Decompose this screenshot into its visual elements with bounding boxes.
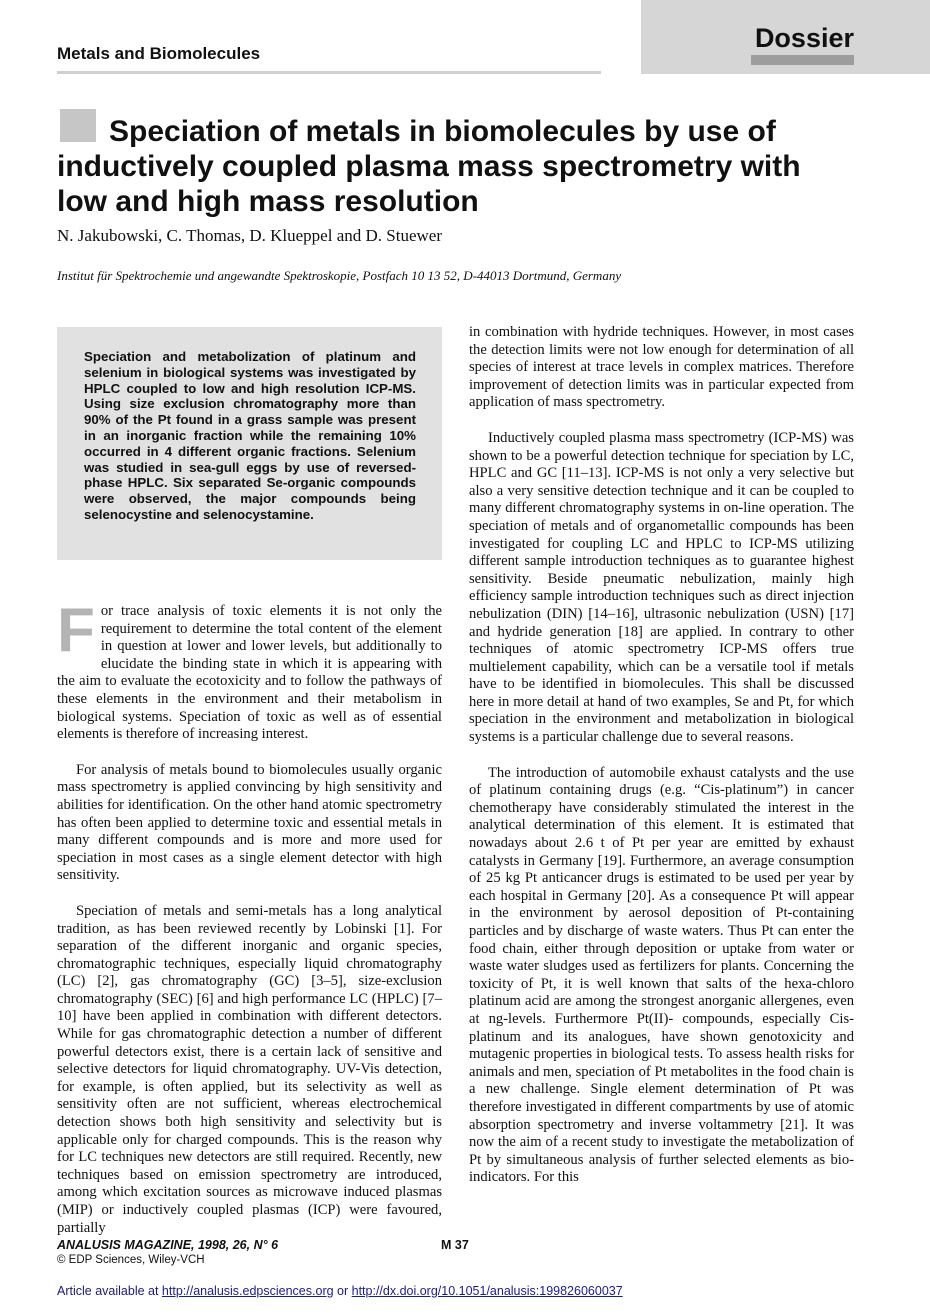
article-title-text: Speciation of metals in biomolecules by use of inductively coupled plasma mass spectrometry with low and high mass resolution xyxy=(57,115,801,218)
footer-copyright: © EDP Sciences, Wiley-VCH xyxy=(57,1254,205,1266)
link-connector: or xyxy=(333,1284,352,1298)
journal-link[interactable]: http://analusis.edpsciences.org xyxy=(161,1284,334,1298)
paragraph: Speciation of metals and semi-metals has a long analytical tradition, as has been reviewed recently by Lobinski [1]. For separation of the different inorganic and organic species, chromatographic techniques, especially liquid chromatography (LC) [2], gas chromatography (GC) [3–5], size-exclusion chromatography (SEC) [6] and high performance LC (HPLC) [7–10] have been applied in combination with different detectors. While for gas chromatographic detection a number of different powerful detectors exist, there is a certain lack of sensitive and selective detectors for liquid chromatography. UV-Vis detection, for example, is often applied, but its selectivity as well as sensitivity often are not sufficient, whereas electrochemical detection shows both high sensitivity and selectivity but is applicable only for charged compounds. This is the reason why for LC techniques new detectors are still required. Recently, new techniques based on emission spectrometry are introduced, among which excitation sources as microwave induced plasmas (MIP) or inductively coupled plasmas (ICP) were favoured, partially xyxy=(57,902,442,1236)
article-authors: N. Jakubowski, C. Thomas, D. Klueppel and D. Stuewer xyxy=(57,226,442,245)
article-affiliation: Institut für Spektrochemie und angewandte Spektroskopie, Postfach 10 13 52, D-44013 Dortmund, Germany xyxy=(57,268,622,283)
paragraph: in combination with hydride techniques. However, in most cases the detection limits were not low enough for determination of all species of interest at trace levels in complex matrices. Therefore improvement of detection limits was in particular expected from application of mass spectrometry. xyxy=(469,324,854,411)
dossier-bar xyxy=(751,55,854,65)
doi-link[interactable]: http://dx.doi.org/10.1051/analusis:199826060037 xyxy=(351,1284,623,1298)
drop-cap: F xyxy=(57,596,95,665)
paragraph: For analysis of metals bound to biomolecules usually organic mass spectrometry is applied convincing by high sensitivity and abilities for identification. On the other hand atomic spectrometry has often been applied to determine toxic and essential metals in many different compounds and is more and more used for speciation in most cases as a single element detector with high sensitivity. xyxy=(57,761,442,884)
paragraph: Inductively coupled plasma mass spectrometry (ICP-MS) was shown to be a powerful detection technique for speciation by LC, HPLC and GC [11–13]. ICP-MS is not only a very selective but also a very sensitive detection technique and it can be coupled to many different chromatography systems in on-line operation. The speciation of metals and of organometallic compounds has been investigated for coupling LC and HPLC to ICP-MS utilizing different sample introduction techniques as to guarantee highest sensitivity. Beside pneumatic nebulization, mainly high efficiency sample introduction techniques such as direct injection nebulization (DIN) [14–16], ultrasonic nebulization (USN) [17] and hydride generation [18] are applied. In contrary to other techniques of atomic spectrometry ICP-MS offers true multielement capability, which can be a versatile tool if metals have to be identified in biomolecules. This shall be discussed here in more detail at hand of two examples, Se and Pt, for which speciation in the environment and metabolization in biological systems is a particular challenge due to several reasons. xyxy=(469,429,854,746)
left-column xyxy=(57,596,442,1255)
section-label: Metals and Biomolecules xyxy=(57,44,261,63)
article-prefix: Article available at xyxy=(57,1284,162,1298)
right-column xyxy=(469,324,854,1205)
dossier-label: Dossier xyxy=(754,23,854,53)
paragraph-text: or trace analysis of toxic elements it is not only the requirement to determine the total content of the element in question at lower and lower levels, but additionally to elucidate the binding state in which it is appearing with the aim to evaluate the ecotoxicity and to follow the pathways of these elements in the environment and their metabolism in biological systems. Speciation of toxic as well as of essential elements is therefore of increasing interest. xyxy=(57,603,442,743)
page-number: M 37 xyxy=(441,1238,469,1252)
footer-article-link xyxy=(57,1284,623,1298)
article-title xyxy=(57,114,857,219)
header-rule xyxy=(57,71,601,74)
footer-journal: ANALUSIS MAGAZINE, 1998, 26, N° 6 xyxy=(57,1238,279,1252)
paragraph: The introduction of automobile exhaust catalysts and the use of platinum containing drugs (e.g. “Cis-platinum”) in cancer chemotherapy have considerably stimulated the interest in the analytical determination of this element. It is estimated that nowadays about 2.6 t of Pt per year are emitted by exhaust catalysts in Germany [19]. Furthermore, an average consumption of 25 kg Pt anticancer drugs is estimated to be used per year by each hospital in Germany [20]. As a consequence Pt will appear in the environment by aerosol deposition of Pt-containing particles and by discharge of waste waters. Thus Pt can enter the food chain, either through deposition or uptake from water or waste water sludges used as fertilizers for plants. Concerning the toxicity of Pt, it is well known that salts of the hexa-chloro platinum acid are among the strongest anorganic allergenes, even at ng-levels. Furthermore Pt(II)- compounds, especially Cis-platinum and its analogues, have shown genotoxicity and mutagenic properties in biological tests. To assess health risks for animals and men, speciation of Pt metabolites in the food chain is a new challenge. Single element determination of Pt was therefore investigated in different compartments by use of atomic absorption spectrometry and inverse voltammetry [21]. It was now the aim of a recent study to investigate the metabolization of Pt by simultaneous analysis of further selected elements as bio-indicators. For this xyxy=(469,764,854,1186)
abstract-text: Speciation and metabolization of platinum and selenium in biological systems was investigated by HPLC coupled to low and high resolution ICP-MS. Using size exclusion chromatography more than 90% of the Pt found in a grass sample was present in an inorganic fraction while the remaining 10% occurred in 4 different organic fractions. Selenium was studied in sea-gull eggs by use of reversed-phase HPLC. Six separated Se-organic compounds were observed, the major compounds being selenocystine and selenocystamine. xyxy=(84,349,416,522)
paragraph xyxy=(57,596,442,744)
